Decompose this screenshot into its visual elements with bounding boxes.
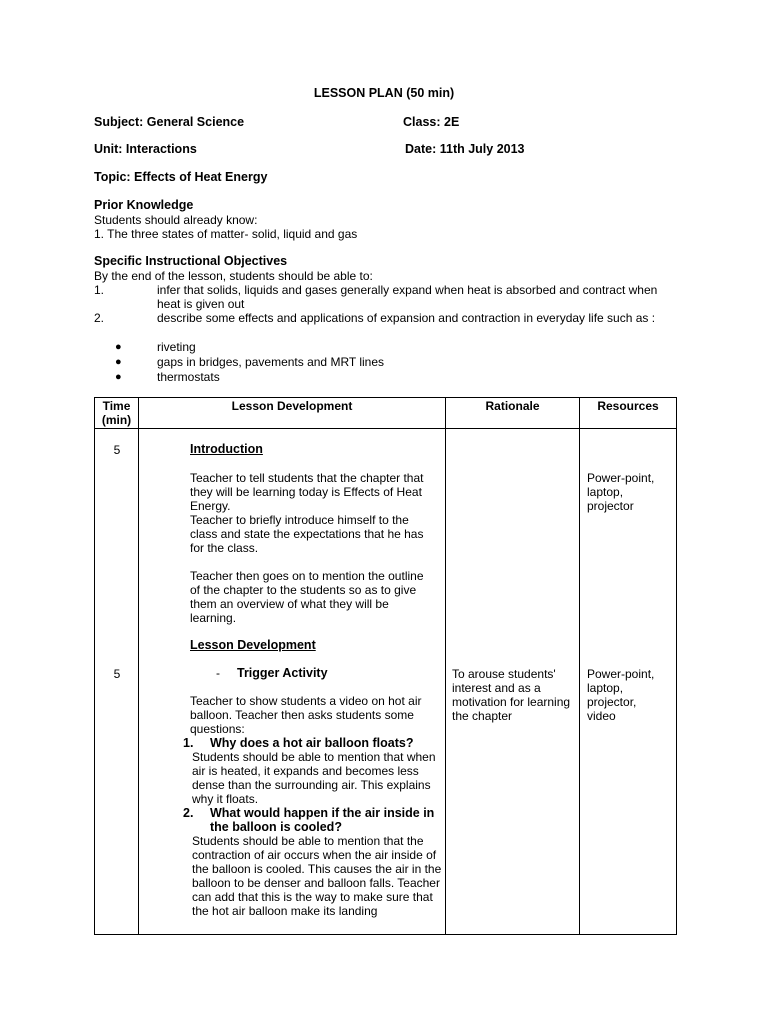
trigger-activity-heading: Trigger Activity — [237, 666, 328, 680]
prior-knowledge-line: 1. The three states of matter- solid, liquid and gas — [94, 227, 358, 241]
subject-label: Subject: General Science — [94, 115, 245, 129]
objective-number: 1. — [94, 283, 105, 297]
objective-text: infer that solids, liquids and gases generally expand when heat is absorbed and contract when heat is given out — [157, 283, 658, 311]
development-paragraph: Teacher to briefly introduce himself to the class and state the expectations that he has for the class. — [190, 513, 424, 555]
resources-header: Resources — [580, 398, 677, 429]
objective-bullet: gaps in bridges, pavements and MRT lines — [157, 355, 385, 369]
objectives-heading: Specific Instructional Objectives — [94, 254, 288, 268]
date-label: Date: 11th July 2013 — [405, 142, 525, 156]
time-header: Time (min) — [95, 398, 139, 429]
lesson-table — [94, 397, 677, 935]
answer-text: Students should be able to mention that when air is heated, it expands and becomes less dense than the surrounding air. This explains why it floats. — [192, 750, 436, 806]
objective-bullet: riveting — [157, 340, 196, 354]
table-header-row — [95, 398, 677, 429]
rationale-text: To arouse students' interest and as a motivation for learning the chapter — [452, 667, 571, 723]
answer-text: Students should be able to mention that the contraction of air occurs when the air inside of the balloon is cooled. This causes the air in the balloon to be denser and balloon falls. Teacher can add that this is the way to make sure that the hot air balloon make its landing — [192, 834, 442, 918]
prior-knowledge-line: Students should already know: — [94, 213, 258, 227]
bullet-icon: ● — [115, 371, 122, 383]
rationale-cell — [446, 429, 580, 935]
resources-cell — [580, 429, 677, 935]
development-paragraph: Teacher to show students a video on hot air balloon. Teacher then asks students some questions: — [190, 694, 422, 736]
development-cell — [139, 429, 446, 935]
question-number: 1. — [183, 736, 194, 750]
development-paragraph: Teacher then goes on to mention the outline of the chapter to the students so as to give them an overview of what they will be learning. — [190, 569, 424, 625]
dash-marker: - — [216, 666, 220, 680]
resources-text: Power-point, laptop, projector, video — [587, 667, 655, 723]
table-row — [95, 429, 677, 935]
class-label: Class: 2E — [403, 115, 460, 129]
objective-text: describe some effects and applications of expansion and contraction in everyday life such as : — [157, 311, 656, 325]
rationale-header: Rationale — [446, 398, 580, 429]
development-header: Lesson Development — [139, 398, 446, 429]
introduction-heading: Introduction — [190, 442, 263, 456]
resources-text: Power-point, laptop, projector — [587, 471, 655, 513]
time-value: 5 — [113, 443, 121, 457]
prior-knowledge-heading: Prior Knowledge — [94, 198, 194, 212]
topic-label: Topic: Effects of Heat Energy — [94, 170, 268, 184]
page-title: LESSON PLAN (50 min) — [313, 86, 455, 100]
question-number: 2. — [183, 806, 194, 820]
question-text: What would happen if the air inside in the balloon is cooled? — [210, 806, 435, 834]
question-text: Why does a hot air balloon floats? — [210, 736, 414, 750]
objective-number: 2. — [94, 311, 105, 325]
objectives-intro: By the end of the lesson, students should be able to: — [94, 269, 373, 283]
objective-bullet: thermostats — [157, 370, 220, 384]
unit-label: Unit: Interactions — [94, 142, 197, 156]
lesson-development-heading: Lesson Development — [190, 638, 316, 652]
bullet-icon: ● — [115, 341, 122, 353]
time-value: 5 — [113, 667, 121, 681]
time-cell — [95, 429, 139, 935]
development-paragraph: Teacher to tell students that the chapter that they will be learning today is Effects of Heat Energy. — [190, 471, 424, 513]
bullet-icon: ● — [115, 356, 122, 368]
